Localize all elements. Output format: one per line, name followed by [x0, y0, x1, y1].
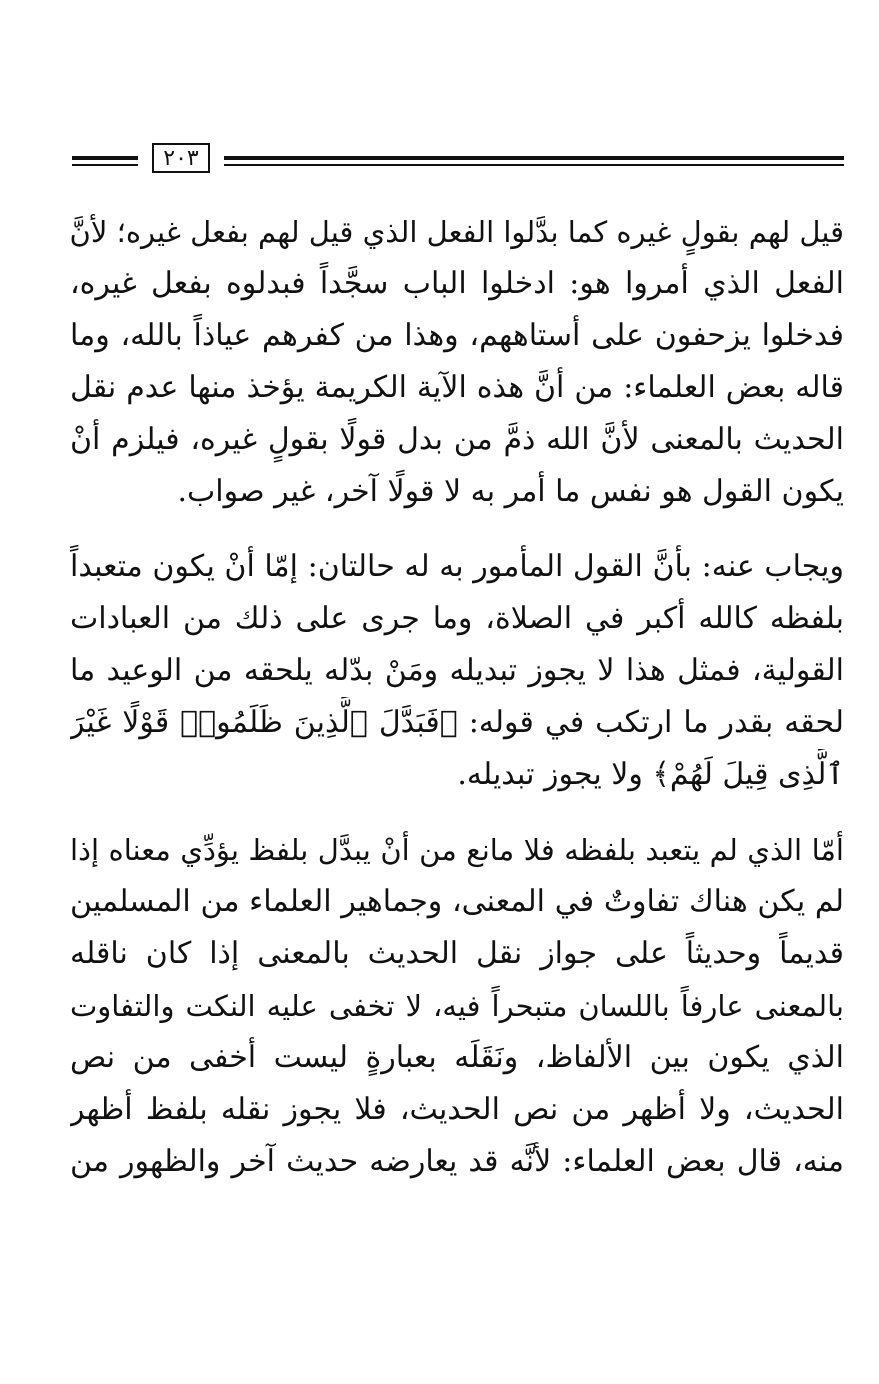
- header-rule-right: [224, 156, 844, 166]
- text-line: الذي يكون بين الألفاظ، ونَقَلَه بعبارةٍ ليست أخفى من نص: [70, 1040, 844, 1075]
- paragraph-2: [70, 541, 844, 801]
- text-line: قيل لهم بقولٍ غيره كما بدَّلوا الفعل الذي قيل لهم بفعل غيره؛ لأنَّ: [70, 215, 844, 249]
- text-line: لم يكن هناك تفاوتٌ في المعنى، وجماهير العلماء من المسلمين: [70, 884, 844, 919]
- text-line: القولية، فمثل هذا لا يجوز تبديله ومَنْ بدّله يلحقه من الوعيد ما: [70, 653, 844, 688]
- header-rule-left: [72, 156, 138, 166]
- quran-verse-line: ٱلَّذِى قِيلَ لَهُمْ﴾ ولا يجوز تبديله.: [457, 757, 844, 792]
- text-line: الفعل الذي أمروا هو: ادخلوا الباب سجَّداً فبدلوه بفعل غيره،: [70, 266, 844, 301]
- text-line: الحديث بالمعنى لأنَّ الله ذمَّ من بدل قولًا بقولٍ غيره، فيلزم أنْ: [70, 422, 844, 457]
- text-line: قديماً وحديثاً على جواز نقل الحديث بالمعنى إذا كان ناقله: [70, 936, 844, 971]
- text-line: منه، قال بعض العلماء: لأنَّه قد يعارضه حديث آخر والظهور من: [70, 1144, 844, 1179]
- text-line: ويجاب عنه: بأنَّ القول المأمور به له حالتان: إمّا أنْ يكون متعبداً: [70, 549, 844, 584]
- text-line: أمّا الذي لم يتعبد بلفظه فلا مانع من أنْ يبدَّل بلفظ يؤدِّي معناه إذا: [70, 833, 844, 867]
- quran-verse-line: لحقه بقدر ما ارتكب في قوله: ﴿فَبَدَّلَ ٱلَّذِينَ ظَلَمُوا۟ قَوْلًا غَيْرَ: [70, 705, 844, 740]
- paragraph-3: [70, 824, 844, 1188]
- page-body: [70, 206, 844, 1188]
- text-line: قاله بعض العلماء: من أنَّ هذه الآية الكريمة يؤخذ منها عدم نقل: [70, 370, 844, 405]
- text-line: الحديث، ولا أظهر من نص الحديث، فلا يجوز نقله بلفظ أظهر: [70, 1092, 844, 1127]
- page-header: [72, 143, 844, 179]
- text-line: فدخلوا يزحفون على أستاههم، وهذا من كفرهم عياذاً بالله، وما: [70, 318, 844, 353]
- paragraph-1: [70, 206, 844, 518]
- text-line: بلفظه كالله أكبر في الصلاة، وما جرى على ذلك من العبادات: [70, 601, 844, 636]
- text-line: يكون القول هو نفس ما أمر به لا قولًا آخر، غير صواب.: [177, 474, 844, 509]
- page-number: ٢٠٣: [152, 143, 210, 173]
- text-line: بالمعنى عارفاً باللسان متبحراً فيه، لا تخفى عليه النكت والتفاوت: [70, 989, 844, 1023]
